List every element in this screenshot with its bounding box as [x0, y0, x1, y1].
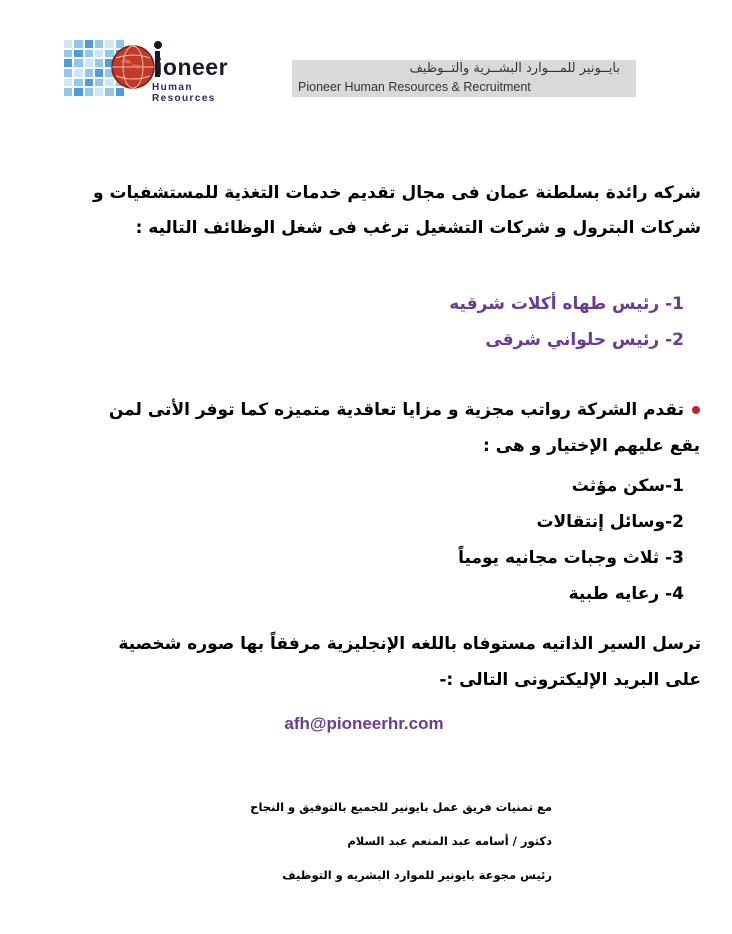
globe-icon	[110, 44, 156, 90]
signature-line: رئيس مجوعة بايونير للموارد البشريه و التوظيف	[282, 868, 552, 882]
job-item: 1- رئيس طهاه أكلات شرقيه	[449, 294, 684, 314]
job-item: 2- رئيس حلواني شرقى	[485, 330, 684, 350]
benefit-item: 4- رعايه طبية	[568, 584, 684, 604]
banner-english-name: Pioneer Human Resources & Recruitment	[298, 80, 531, 94]
job-list	[449, 286, 684, 358]
company-banner	[292, 60, 636, 97]
signature-line: مع تمنيات فريق عمل بايونير للجميع بالتوفيق و النجاح	[250, 800, 552, 814]
contact-email[interactable]: afh@pioneerhr.com	[284, 714, 444, 733]
logo-subtitle: Human Resources	[152, 82, 216, 104]
intro-line: شركه رائدة بسلطنة عمان فى مجال تقديم خدمات التغذية للمستشفيات و	[92, 183, 701, 203]
company-logo	[64, 38, 254, 104]
benefit-item: 2-وسائل إنتقالات	[536, 512, 684, 532]
logo-wordmark: ioneer	[156, 54, 229, 80]
offer-line: تقدم الشركة رواتب مجزية و مزايا تعاقدية متميزه كما توفر الأتى لمن	[108, 400, 684, 420]
instruction-line: ترسل السير الذاتيه مستوفاه باللغه الإنجليزية مرفقاً بها صوره شخصية	[118, 634, 701, 654]
banner-arabic-name: بايــونير للمـــوارد البشــرية والتــوظيف	[409, 61, 620, 76]
benefit-item: 3- ثلاث وجبات مجانيه يومياً	[458, 548, 684, 568]
signature-line: دكتور / أسامه عبد المنعم عبد السلام	[347, 834, 552, 848]
offer-line: يقع عليهم الإختيار و هى :	[482, 436, 700, 456]
bullet-icon	[692, 406, 700, 414]
benefits-list	[458, 468, 684, 612]
intro-line: شركات البترول و شركات التشغيل ترغب فى شغل الوظائف التاليه :	[135, 218, 701, 238]
instruction-line: على البريد الإليكترونى التالى :-	[439, 670, 701, 690]
application-instructions	[118, 626, 701, 698]
benefit-item: 1-سكن مؤثث	[571, 476, 684, 496]
signature-block	[250, 790, 552, 892]
intro-paragraph	[93, 176, 701, 246]
offer-paragraph	[109, 392, 700, 464]
